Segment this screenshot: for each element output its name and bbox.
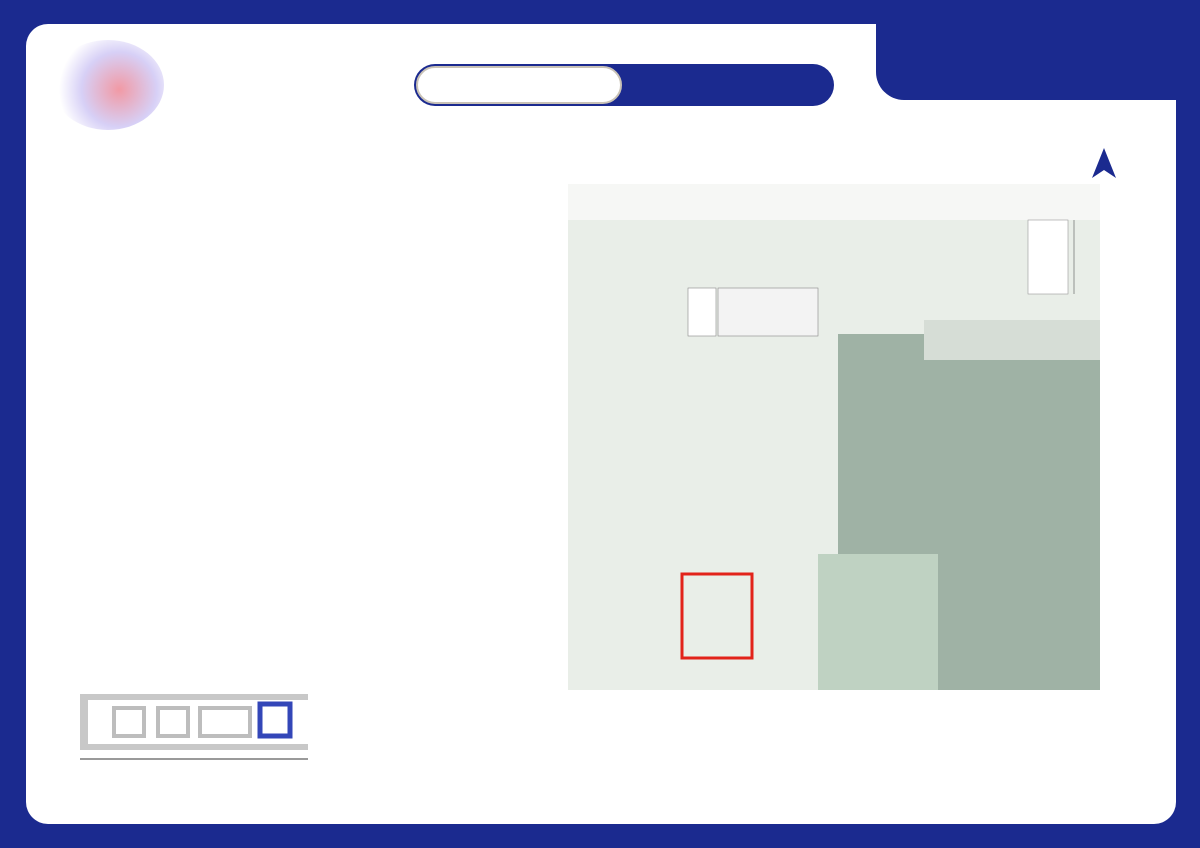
pool-deck [818,554,938,690]
legend-swatch [58,453,74,469]
legend-item-studio [58,368,548,388]
legend-item-exclusive-walk-in [58,451,548,471]
legend-swatch [58,370,74,386]
key-plan-minimap [74,682,314,768]
minimap-road [80,758,308,760]
minimap-top-row [80,694,308,700]
stair-block [1028,220,1068,294]
legend-swatch [58,480,74,496]
north-arrow-icon [1088,146,1120,184]
legend-swatch [58,398,74,414]
building-pill-segment [416,66,622,104]
legend-swatch [58,425,74,441]
brand-header-block [876,0,1196,100]
legend-item-walk-in-closet [58,396,548,416]
svg-text:N: N [1101,172,1107,181]
legend-item-exclusive [58,423,548,443]
top-label-strip [568,184,1100,220]
core-lift [688,288,716,336]
legend-item-bed-plus [58,478,548,498]
minimap-bottom-row [80,744,308,750]
core-corridor [718,288,818,336]
minimap-left-col [80,700,88,750]
floor-plan [568,184,1100,690]
decorative-gradient-orb [52,40,164,130]
walkway [924,320,1100,360]
